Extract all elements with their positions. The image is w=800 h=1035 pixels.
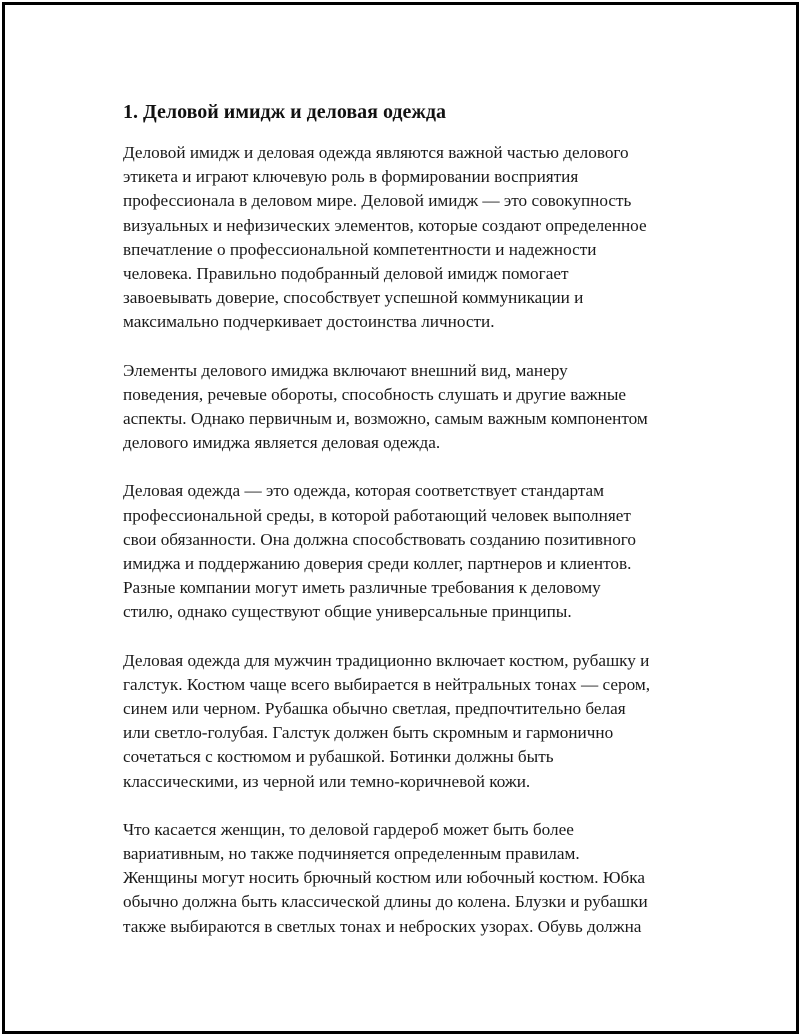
text-line: Деловая одежда для мужчин традиционно включает костюм, рубашку и — [123, 650, 650, 670]
paragraph-women-clothing — [123, 818, 698, 939]
text-line: Разные компании могут иметь различные требования к деловому — [123, 578, 601, 598]
text-line: профессионала в деловом мире. Деловой имидж — это совокупность — [123, 191, 632, 211]
text-line: или светло-голубая. Галстук должен быть скромным и гармонично — [123, 723, 614, 743]
paragraph-business-clothing — [123, 479, 698, 624]
text-line: завоевывать доверие, способствует успешной коммуникации и — [123, 288, 584, 308]
text-line: этикета и играют ключевую роль в формировании восприятия — [123, 167, 579, 187]
text-line: аспекты. Однако первичным и, возможно, самым важным компонентом — [123, 409, 648, 429]
text-line: Элементы делового имиджа включают внешний вид, манеру — [123, 360, 568, 380]
text-line: свои обязанности. Она должна способствовать созданию позитивного — [123, 529, 637, 549]
text-line: делового имиджа является деловая одежда. — [123, 433, 441, 453]
paragraph-men-clothing — [123, 649, 698, 794]
document-body — [123, 99, 698, 963]
text-line: классическими, из черной или темно-коричневой кожи. — [123, 771, 531, 791]
page-frame — [2, 2, 799, 1034]
text-line: Деловой имидж и деловая одежда являются важной частью делового — [123, 143, 629, 162]
paragraph-intro — [123, 141, 698, 335]
paragraph-image-elements — [123, 359, 698, 456]
text-line: стилю, однако существуют общие универсальные принципы. — [123, 602, 572, 622]
text-line: имиджа и поддержанию доверия среди коллег, партнеров и клиентов. — [123, 554, 632, 574]
text-line: обычно должна быть классической длины до колена. Блузки и рубашки — [123, 892, 648, 912]
text-line: человека. Правильно подобранный деловой имидж помогает — [123, 264, 569, 284]
text-line: профессиональной среды, в которой работающий человек выполняет — [123, 505, 631, 525]
text-line: визуальных и нефизических элементов, которые создают определенное — [123, 215, 647, 235]
text-line: максимально подчеркивает достоинства личности. — [123, 312, 495, 332]
text-line: Женщины могут носить брючный костюм или юбочный костюм. Юбка — [123, 868, 646, 888]
section-heading: 1. Деловой имидж и деловая одежда — [123, 101, 446, 123]
text-line: вариативным, но также подчиняется определенным правилам. — [123, 844, 580, 864]
text-line: синем или черном. Рубашка обычно светлая, предпочтительно белая — [123, 699, 626, 719]
text-line: Деловая одежда — это одежда, которая соответствует стандартам — [123, 481, 605, 501]
text-line: Что касается женщин, то деловой гардероб может быть более — [123, 819, 574, 839]
text-line: сочетаться с костюмом и рубашкой. Ботинки должны быть — [123, 747, 554, 767]
text-line: также выбираются в светлых тонах и неброских узорах. Обувь должна — [123, 916, 642, 936]
text-line: поведения, речевые обороты, способность слушать и другие важные — [123, 384, 626, 404]
text-line: впечатление о профессиональной компетентности и надежности — [123, 239, 597, 259]
text-line: галстук. Костюм чаще всего выбирается в нейтральных тонах — сером, — [123, 674, 651, 694]
